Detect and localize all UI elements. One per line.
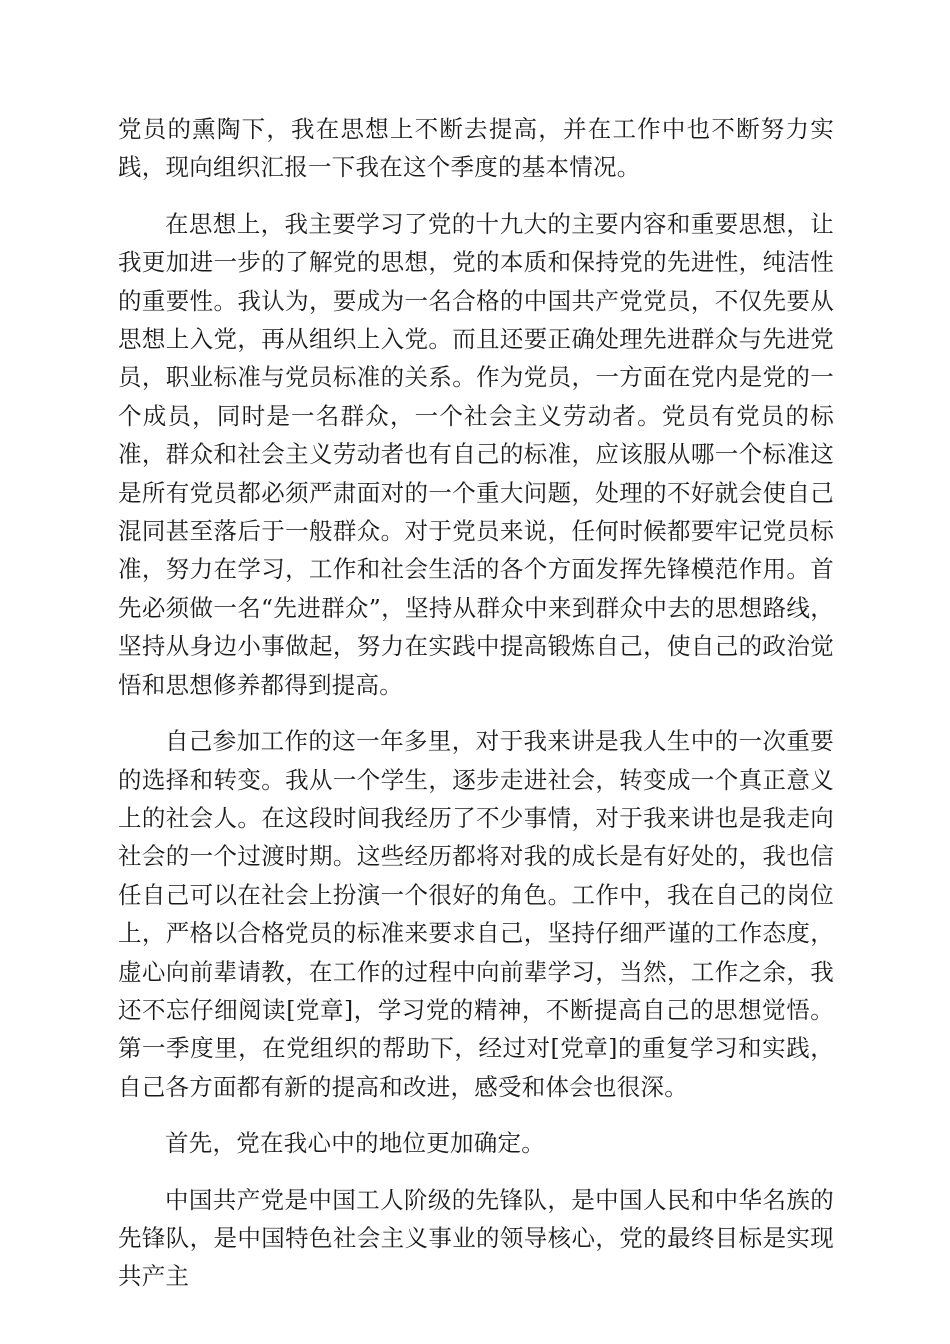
paragraph-1: 党员的熏陶下，我在思想上不断去提高，并在工作中也不断努力实践，现向组织汇报一下我在这个季度的基本情况。 (118, 115, 834, 182)
document-body (118, 110, 834, 1314)
paragraph-4: 首先，党在我心中的地位更加确定。 (165, 1129, 545, 1158)
paragraph-2: 在思想上，我主要学习了党的十九大的主要内容和重要思想，让我更加进一步的了解党的思想，党的本质和保持党的先进性，纯洁性的重要性。我认为，要成为一名合格的中国共产党党员，不仅先要从思想上入党，再从组织上入党。而且还要正确处理先进群众与先进党员，职业标准与党员标准的关系。作为党员，一方面在党内是党的一个成员，同时是一名群众，一个社会主义劳动者。党员有党员的标准，群众和社会主义劳动者也有自己的标准，应该服从哪一个标准这是所有党员都必须严肃面对的一个重大问题，处理的不好就会使自己混同甚至落后于一般群众。对于党员来说，任何时候都要牢记党员标准，努力在学习，工作和社会生活的各个方面发挥先锋模范作用。首先必须做一名“先进群众”，坚持从群众中来到群众中去的思想路线，坚持从身边小事做起，努力在实践中提高锻炼自己，使自己的政治觉悟和思想修养都得到提高。 (118, 209, 834, 699)
paragraph-3: 自己参加工作的这一年多里，对于我来讲是我人生中的一次重要的选择和转变。我从一个学生，逐步走进社会，转变成一个真正意义上的社会人。在这段时间我经历了不少事情，对于我来讲也是我走向社会的一个过渡时期。这些经历都将对我的成长是有好处的，我也信任自己可以在社会上扮演一个很好的角色。工作中，我在自己的岗位上，严格以合格党员的标准来要求自己，坚持仔细严谨的工作态度，虚心向前辈请教，在工作的过程中向前辈学习，当然，工作之余，我还不忘仔细阅读[党章]，学习党的精神，不断提高自己的思想觉悟。第一季度里，在党组织的帮助下，经过对[党章]的重复学习和实践，自己各方面都有新的提高和改进，感受和体会也很深。 (118, 727, 834, 1101)
paragraph-5: 中国共产党是中国工人阶级的先锋队，是中国人民和中华名族的先锋队，是中国特色社会主义事业的领导核心，党的最终目标是实现共产主 (118, 1185, 834, 1291)
